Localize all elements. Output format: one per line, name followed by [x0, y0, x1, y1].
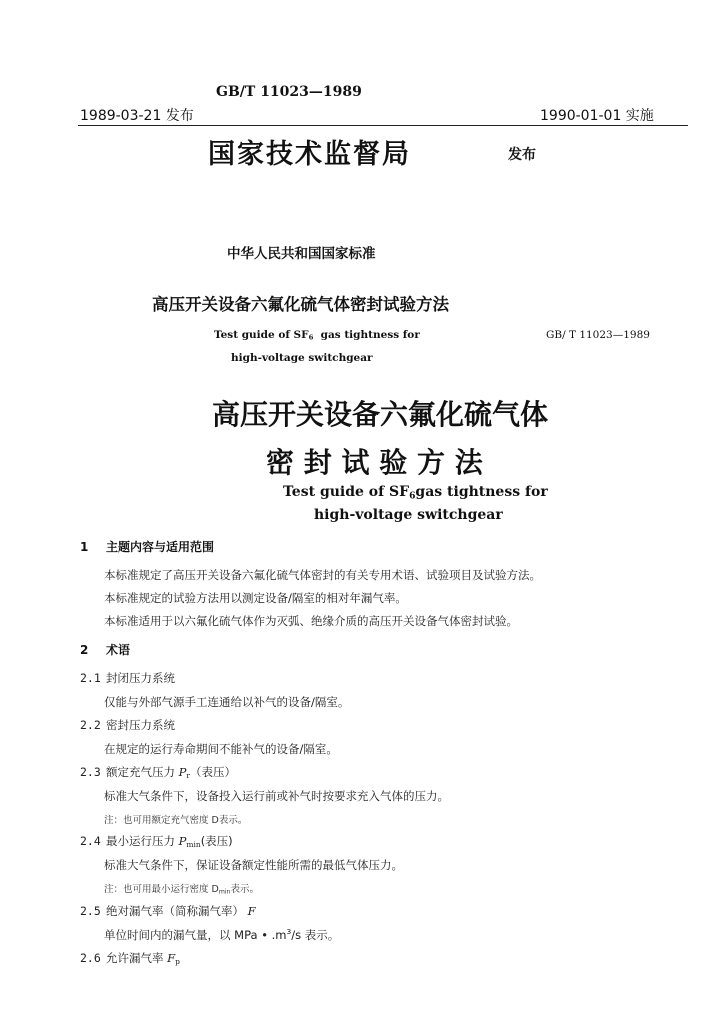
issue-date: 1989-03-21 发布 [80, 108, 194, 124]
term-2-4-note: 注：也可用最小运行密度 $D_{min}$表示。 [104, 884, 259, 896]
section-1-paragraph-1: 本标准规定了高压开关设备六氟化硫气体密封的有关专用术语、试验项目及试验方法。 [104, 568, 541, 582]
main-title-line2: 密 封 试 验 方 法 [266, 446, 483, 479]
term-2-4-heading: 2.4 最小运行压力 $P_{min}$(表压) [80, 834, 233, 849]
standard-type: 中华人民共和国国家标准 [227, 246, 376, 262]
section-1-paragraph-2: 本标准规定的试验方法用以测定设备/隔室的相对年漏气率。 [104, 591, 407, 605]
term-2-3-heading: 2.3 额定充气压力 $P_r$（表压） [80, 765, 236, 780]
issuing-authority: 国家技术监督局 [208, 139, 411, 170]
header-std-code: GB/T 11023—1989 [216, 84, 362, 100]
cover-title-en-line2: high-voltage switchgear [231, 352, 373, 364]
issuer-suffix: 发布 [508, 147, 536, 163]
section-1-heading: 1 主题内容与适用范围 [80, 540, 215, 554]
term-2-5-definition: 单位时间内的漏气量，以 MPa • $.m^3/s$ 表示。 [104, 927, 340, 942]
term-2-1-definition: 仅能与外部气源手工连通给以补气的设备/隔室。 [104, 695, 350, 709]
cover-std-code: GB/ T 11023—1989 [546, 329, 650, 341]
main-title-en-line1: Test guide of $SF_6gas$ tightness for [283, 484, 548, 502]
term-2-3-definition: 标准大气条件下，设备投入运行前或补气时按要求充入气体的压力。 [104, 789, 449, 803]
main-title-line1: 高压开关设备六氟化硫气体 [212, 398, 549, 431]
term-2-2-definition: 在规定的运行寿命期间不能补气的设备/隔室。 [104, 742, 338, 756]
term-2-4-definition: 标准大气条件下，保证设备额定性能所需的最低气体压力。 [104, 858, 403, 872]
term-2-2-heading: 2.2 密封压力系统 [80, 718, 175, 732]
header-divider [78, 125, 688, 126]
term-2-5-heading: 2.5 绝对漏气率（简称漏气率） F [80, 904, 256, 918]
term-2-6-heading: 2.6 允许漏气率 $F_p$ [80, 951, 180, 966]
term-2-1-heading: 2.1 封闭压力系统 [80, 671, 175, 685]
implementation-date: 1990-01-01 实施 [540, 108, 654, 124]
cover-title-en-line1: Test guide of $SF_6$ gas tightness for [214, 329, 420, 342]
main-title-en-line2: high-voltage switchgear [314, 507, 503, 523]
section-2-heading: 2 术语 [80, 643, 131, 657]
section-1-paragraph-3: 本标准适用于以六氟化硫气体作为灭弧、绝缘介质的高压开关设备气体密封试验。 [104, 614, 518, 628]
term-2-3-note: 注：也可用额定充气密度 D表示。 [104, 815, 248, 826]
cover-title-cn: 高压开关设备六氟化硫气体密封试验方法 [152, 295, 449, 314]
